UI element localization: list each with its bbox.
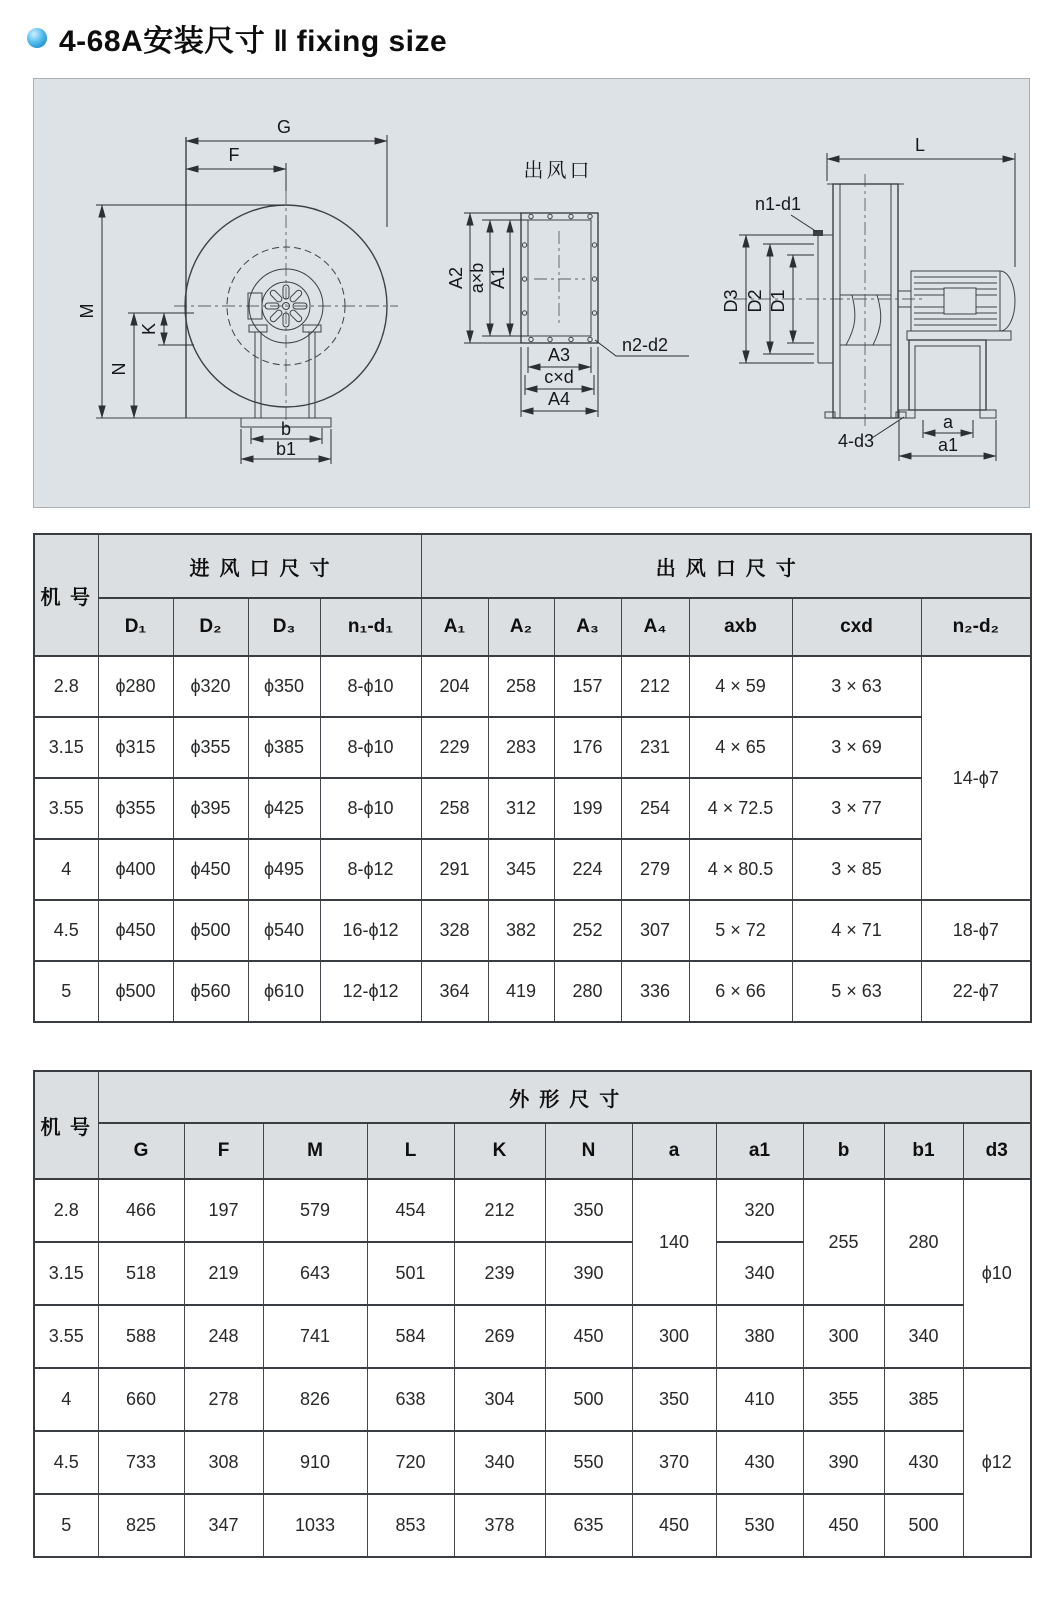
cell: ϕ500 — [173, 900, 248, 961]
cell: 410 — [716, 1368, 803, 1431]
cell: 283 — [488, 717, 554, 778]
cell: 741 — [263, 1305, 367, 1368]
cell: 199 — [554, 778, 621, 839]
cell: 255 — [803, 1179, 884, 1305]
cell: 12-ϕ12 — [320, 961, 421, 1022]
dim-label-n1d1: n1-d1 — [754, 194, 802, 214]
cell: 350 — [545, 1179, 632, 1242]
dim-label-axb: a×b — [467, 262, 487, 294]
cell: 550 — [545, 1431, 632, 1494]
dim-label-A3: A3 — [547, 345, 571, 365]
t1-col-A2: A₂ — [488, 598, 554, 656]
cell: 2.8 — [34, 1179, 98, 1242]
outlet-flange — [521, 213, 598, 343]
cell: 733 — [98, 1431, 184, 1494]
cell: 584 — [367, 1305, 454, 1368]
cell: 430 — [884, 1431, 963, 1494]
outlet-view — [446, 159, 689, 417]
table-row — [34, 1179, 1031, 1242]
cell: 280 — [884, 1179, 963, 1305]
t2-col-G: G — [98, 1123, 184, 1179]
cell: 5 — [34, 961, 98, 1022]
cell: ϕ355 — [173, 717, 248, 778]
drawing-panel — [33, 78, 1030, 508]
motor — [898, 271, 1015, 331]
cell: 8-ϕ12 — [320, 839, 421, 900]
cell: 500 — [884, 1494, 963, 1557]
cell: 3 × 77 — [792, 778, 921, 839]
cell: 312 — [488, 778, 554, 839]
cell: 291 — [421, 839, 488, 900]
dim-label-K: K — [139, 322, 159, 336]
cell: 3 × 69 — [792, 717, 921, 778]
table-row — [34, 1305, 1031, 1368]
t1-col-n2d2: n₂-d₂ — [921, 598, 1031, 656]
table-row — [34, 1368, 1031, 1431]
cell: 248 — [184, 1305, 263, 1368]
t2-col-M: M — [263, 1123, 367, 1179]
t2-col-F: F — [184, 1123, 263, 1179]
cell: 252 — [554, 900, 621, 961]
cell: 4 × 59 — [689, 656, 792, 717]
cell: 454 — [367, 1179, 454, 1242]
cell: 380 — [716, 1305, 803, 1368]
cell: ϕ350 — [248, 656, 320, 717]
cell: 2.8 — [34, 656, 98, 717]
cell: 4 — [34, 1368, 98, 1431]
t2-col-b1: b1 — [884, 1123, 963, 1179]
cell: 269 — [454, 1305, 545, 1368]
t1-col-D3: D₃ — [248, 598, 320, 656]
cell: 530 — [716, 1494, 803, 1557]
cell: 300 — [803, 1305, 884, 1368]
t1-group-inlet: 进风口尺寸 — [98, 534, 421, 598]
cell: 320 — [716, 1179, 803, 1242]
cell: 336 — [621, 961, 689, 1022]
page-title — [59, 16, 447, 60]
cell: 3.55 — [34, 778, 98, 839]
cell: ϕ610 — [248, 961, 320, 1022]
cell: 579 — [263, 1179, 367, 1242]
dim-label-L: L — [914, 135, 926, 155]
cell: 378 — [454, 1494, 545, 1557]
table-row — [34, 717, 1031, 778]
table-row — [34, 656, 1031, 717]
cell: 5 × 72 — [689, 900, 792, 961]
cell: 258 — [421, 778, 488, 839]
housing — [833, 184, 898, 418]
cell: 3 × 63 — [792, 656, 921, 717]
inlet-outlet-table — [33, 533, 1032, 1023]
cell: ϕ400 — [98, 839, 173, 900]
t2-col-a1: a1 — [716, 1123, 803, 1179]
cell: 219 — [184, 1242, 263, 1305]
cell: 355 — [803, 1368, 884, 1431]
cell: 304 — [454, 1368, 545, 1431]
cell: 853 — [367, 1494, 454, 1557]
cell: ϕ385 — [248, 717, 320, 778]
cell: 254 — [621, 778, 689, 839]
side-view — [721, 135, 1015, 461]
front-view — [77, 117, 398, 464]
cell: 308 — [184, 1431, 263, 1494]
cell: 4.5 — [34, 900, 98, 961]
cell: 4 × 80.5 — [689, 839, 792, 900]
cell: 8-ϕ10 — [320, 778, 421, 839]
blue-dot-icon — [27, 28, 47, 48]
cell: 345 — [488, 839, 554, 900]
cell: 825 — [98, 1494, 184, 1557]
cell: 5 × 63 — [792, 961, 921, 1022]
dim-label-b: b — [280, 419, 292, 439]
cell: ϕ450 — [173, 839, 248, 900]
cell: 6 × 66 — [689, 961, 792, 1022]
cell: 364 — [421, 961, 488, 1022]
cell: 231 — [621, 717, 689, 778]
cell: 340 — [716, 1242, 803, 1305]
dim-label-4d3: 4-d3 — [837, 431, 875, 451]
table-row — [34, 839, 1031, 900]
dim-label-D3: D3 — [721, 289, 741, 313]
cell: ϕ315 — [98, 717, 173, 778]
cell: ϕ450 — [98, 900, 173, 961]
cell: 140 — [632, 1179, 716, 1305]
cell: 588 — [98, 1305, 184, 1368]
t1-col-D1: D₁ — [98, 598, 173, 656]
cell: 910 — [263, 1431, 367, 1494]
cell: 280 — [554, 961, 621, 1022]
cell: ϕ10 — [963, 1179, 1031, 1368]
cell: ϕ560 — [173, 961, 248, 1022]
dim-label-n2d2: n2-d2 — [622, 335, 669, 355]
t1-col-A4: A₄ — [621, 598, 689, 656]
t1-col-cxd: cxd — [792, 598, 921, 656]
cell: 258 — [488, 656, 554, 717]
t2-col-a: a — [632, 1123, 716, 1179]
cell: 212 — [621, 656, 689, 717]
dim-label-cxd: c×d — [544, 367, 574, 387]
dim-label-A2: A2 — [446, 266, 466, 290]
cell: 370 — [632, 1431, 716, 1494]
cell: ϕ280 — [98, 656, 173, 717]
cell: 157 — [554, 656, 621, 717]
t1-corner-header: 机 号 — [34, 534, 98, 656]
dim-label-M: M — [77, 303, 97, 319]
cell: 635 — [545, 1494, 632, 1557]
t2-group-overall: 外形尺寸 — [98, 1071, 1031, 1123]
t2-col-d3: d3 — [963, 1123, 1031, 1179]
dim-label-A4: A4 — [547, 389, 571, 409]
cell: 500 — [545, 1368, 632, 1431]
cell: 197 — [184, 1179, 263, 1242]
cell: 224 — [554, 839, 621, 900]
cell: 340 — [454, 1431, 545, 1494]
cell: 18-ϕ7 — [921, 900, 1031, 961]
cell: ϕ320 — [173, 656, 248, 717]
t1-col-A3: A₃ — [554, 598, 621, 656]
cell: 3.15 — [34, 717, 98, 778]
cell: 278 — [184, 1368, 263, 1431]
cell: 390 — [803, 1431, 884, 1494]
cell: 340 — [884, 1305, 963, 1368]
cell: 3.15 — [34, 1242, 98, 1305]
cell: 4 × 71 — [792, 900, 921, 961]
cell: 4 × 65 — [689, 717, 792, 778]
dim-label-D1: D1 — [768, 289, 788, 313]
cell: 14-ϕ7 — [921, 656, 1031, 900]
cell: 204 — [421, 656, 488, 717]
cell: 720 — [367, 1431, 454, 1494]
table-row — [34, 1494, 1031, 1557]
t1-group-outlet: 出风口尺寸 — [421, 534, 1031, 598]
cell: 5 — [34, 1494, 98, 1557]
cell: 3 × 85 — [792, 839, 921, 900]
cell: 450 — [545, 1305, 632, 1368]
t1-col-n1d1: n₁-d₁ — [320, 598, 421, 656]
technical-drawing — [34, 79, 1029, 507]
cell: 176 — [554, 717, 621, 778]
cell: 4 — [34, 839, 98, 900]
t2-col-b: b — [803, 1123, 884, 1179]
cell: 239 — [454, 1242, 545, 1305]
cell: 22-ϕ7 — [921, 961, 1031, 1022]
cell: 229 — [421, 717, 488, 778]
cell: 826 — [263, 1368, 367, 1431]
base — [825, 331, 1011, 418]
cell: 279 — [621, 839, 689, 900]
overall-size-table — [33, 1070, 1032, 1558]
bolt-holes — [522, 214, 596, 341]
cell: 16-ϕ12 — [320, 900, 421, 961]
cell: 8-ϕ10 — [320, 656, 421, 717]
t1-col-axb: axb — [689, 598, 792, 656]
cell: ϕ355 — [98, 778, 173, 839]
cell: 328 — [421, 900, 488, 961]
cell: 660 — [98, 1368, 184, 1431]
t1-col-D2: D₂ — [173, 598, 248, 656]
t1-col-A1: A₁ — [421, 598, 488, 656]
page-title-en: fixing size — [296, 25, 448, 58]
t2-corner-header: 机 号 — [34, 1071, 98, 1179]
cell: ϕ540 — [248, 900, 320, 961]
t2-col-L: L — [367, 1123, 454, 1179]
cell: 382 — [488, 900, 554, 961]
page-title-row — [27, 16, 447, 60]
table-row — [34, 1431, 1031, 1494]
dim-label-N: N — [109, 362, 129, 376]
t2-col-N: N — [545, 1123, 632, 1179]
table-row — [34, 900, 1031, 961]
cell: 3.55 — [34, 1305, 98, 1368]
dim-label-D2: D2 — [745, 289, 765, 313]
table-row — [34, 778, 1031, 839]
outlet-title: 出风口 — [523, 160, 593, 182]
cell: 450 — [803, 1494, 884, 1557]
cell: 350 — [632, 1368, 716, 1431]
cell: 643 — [263, 1242, 367, 1305]
t2-col-K: K — [454, 1123, 545, 1179]
dim-label-F: F — [228, 145, 240, 165]
dim-label-G: G — [276, 117, 292, 137]
dim-label-a: a — [942, 412, 954, 432]
cell: 390 — [545, 1242, 632, 1305]
dim-label-b1: b1 — [275, 439, 297, 459]
page-title-zh: 4-68A安装尺寸 — [59, 25, 266, 58]
cell: ϕ495 — [248, 839, 320, 900]
cell: 501 — [367, 1242, 454, 1305]
cell: 347 — [184, 1494, 263, 1557]
cell: 518 — [98, 1242, 184, 1305]
cell: 212 — [454, 1179, 545, 1242]
cell: 385 — [884, 1368, 963, 1431]
cell: ϕ395 — [173, 778, 248, 839]
title-separator: ‖ — [273, 25, 289, 58]
cell: 4 × 72.5 — [689, 778, 792, 839]
cell: 466 — [98, 1179, 184, 1242]
cell: 8-ϕ10 — [320, 717, 421, 778]
cell: 307 — [621, 900, 689, 961]
cell: 419 — [488, 961, 554, 1022]
cell: 1033 — [263, 1494, 367, 1557]
cell: 430 — [716, 1431, 803, 1494]
cell: 638 — [367, 1368, 454, 1431]
cell: 300 — [632, 1305, 716, 1368]
cell: ϕ425 — [248, 778, 320, 839]
table-row — [34, 961, 1031, 1022]
cell: 450 — [632, 1494, 716, 1557]
cell: ϕ12 — [963, 1368, 1031, 1557]
cell: ϕ500 — [98, 961, 173, 1022]
dim-label-a1: a1 — [937, 435, 959, 455]
cell: 4.5 — [34, 1431, 98, 1494]
dim-label-A1: A1 — [488, 266, 508, 290]
